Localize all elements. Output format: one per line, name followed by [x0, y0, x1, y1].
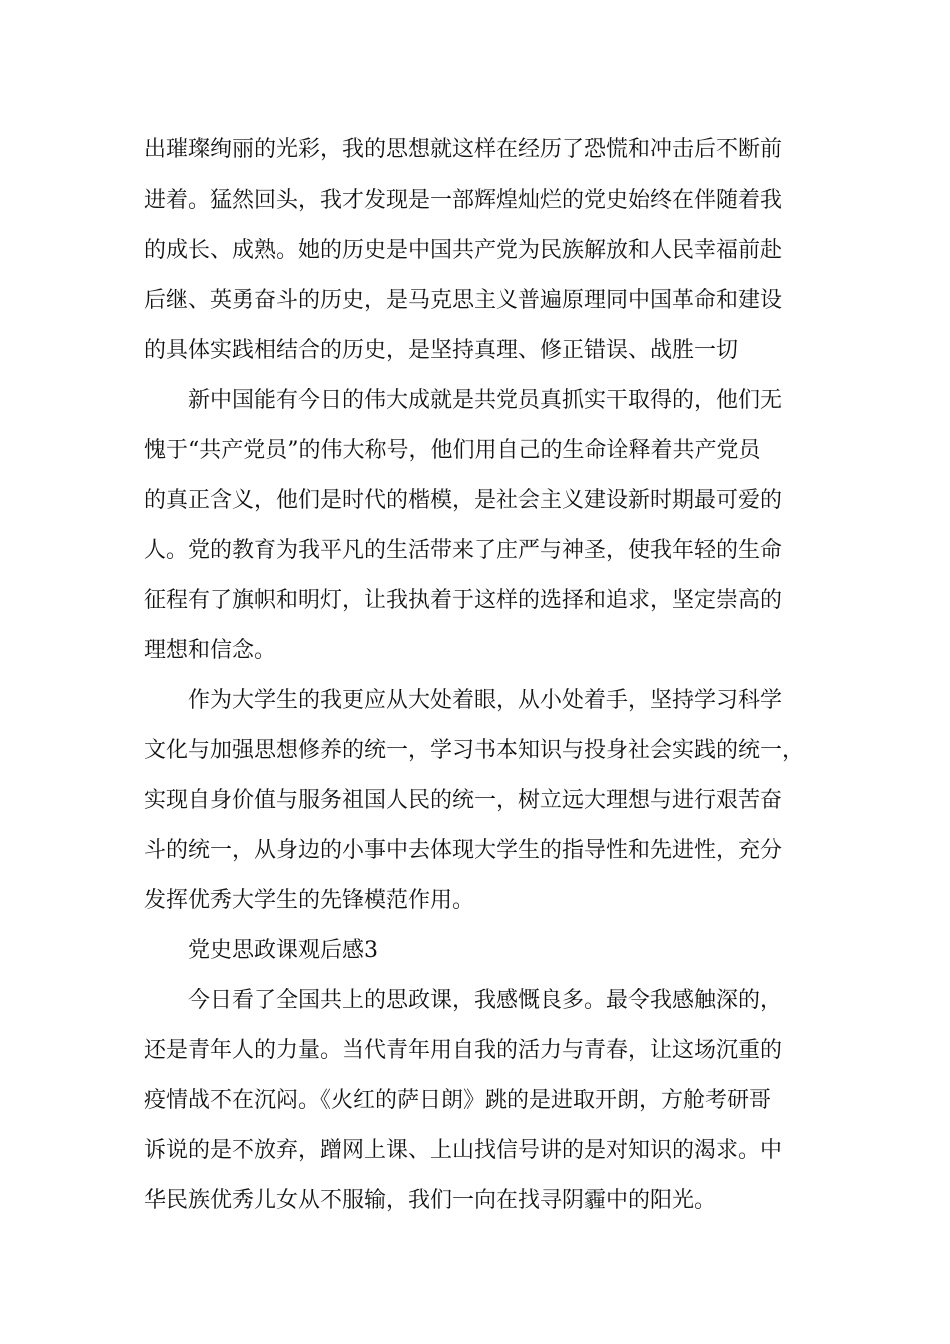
paragraph-2-line-1: 新中国能有今日的伟大成就是共党员真抓实干取得的，他们无 — [188, 388, 783, 413]
paragraph-1-line-1: 出璀璨绚丽的光彩，我的思想就这样在经历了恐慌和冲击后不断前 — [144, 137, 783, 162]
paragraph-3-line-1: 作为大学生的我更应从大处着眼，从小处着手，坚持学习科学 — [188, 688, 783, 713]
section-heading: 党史思政课观后感3 — [188, 938, 378, 963]
paragraph-3-line-4: 斗的统一，从身边的小事中去体现大学生的指导性和先进性，充分 — [144, 838, 783, 863]
paragraph-4-line-1: 今日看了全国共上的思政课，我感慨良多。最令我感触深的， — [188, 988, 783, 1013]
paragraph-2-line-5: 征程有了旗帜和明灯，让我执着于这样的选择和追求，坚定崇高的 — [144, 588, 783, 613]
paragraph-1-line-4: 后继、英勇奋斗的历史，是马克思主义普遍原理同中国革命和建设 — [144, 288, 783, 313]
paragraph-3-line-2: 文化与加强思想修养的统一，学习书本知识与投身社会实践的统一， — [144, 738, 805, 763]
paragraph-3-line-3: 实现自身价值与服务祖国人民的统一，树立远大理想与进行艰苦奋 — [144, 788, 783, 813]
paragraph-1-line-2: 进着。猛然回头，我才发现是一部辉煌灿烂的党史始终在伴随着我 — [144, 188, 783, 213]
paragraph-3-line-5: 发挥优秀大学生的先锋模范作用。 — [144, 888, 475, 913]
paragraph-4-line-3: 疫情战不在沉闷。《火红的萨日朗》跳的是进取开朗，方舱考研哥 — [144, 1088, 772, 1113]
paragraph-1-line-5: 的具体实践相结合的历史，是坚持真理、修正错误、战胜一切 — [144, 338, 739, 363]
paragraph-4-line-2: 还是青年人的力量。当代青年用自我的活力与青春，让这场沉重的 — [144, 1038, 783, 1063]
paragraph-2-line-4: 人。党的教育为我平凡的生活带来了庄严与神圣，使我年轻的生命 — [144, 538, 783, 563]
paragraph-4-line-5: 华民族优秀儿女从不服输，我们一向在找寻阴霾中的阳光。 — [144, 1188, 717, 1213]
paragraph-1-line-3: 的成长、成熟。她的历史是中国共产党为民族解放和人民幸福前赴 — [144, 238, 783, 263]
paragraph-2-line-6: 理想和信念。 — [144, 638, 277, 663]
paragraph-4-line-4: 诉说的是不放弃，蹭网上课、上山找信号讲的是对知识的渴求。中 — [144, 1138, 783, 1163]
paragraph-2-line-3: 的真正含义，他们是时代的楷模，是社会主义建设新时期最可爱的 — [144, 488, 783, 513]
paragraph-2-line-2: 愧于“共产党员”的伟大称号，他们用自己的生命诠释着共产党员 — [144, 438, 761, 463]
